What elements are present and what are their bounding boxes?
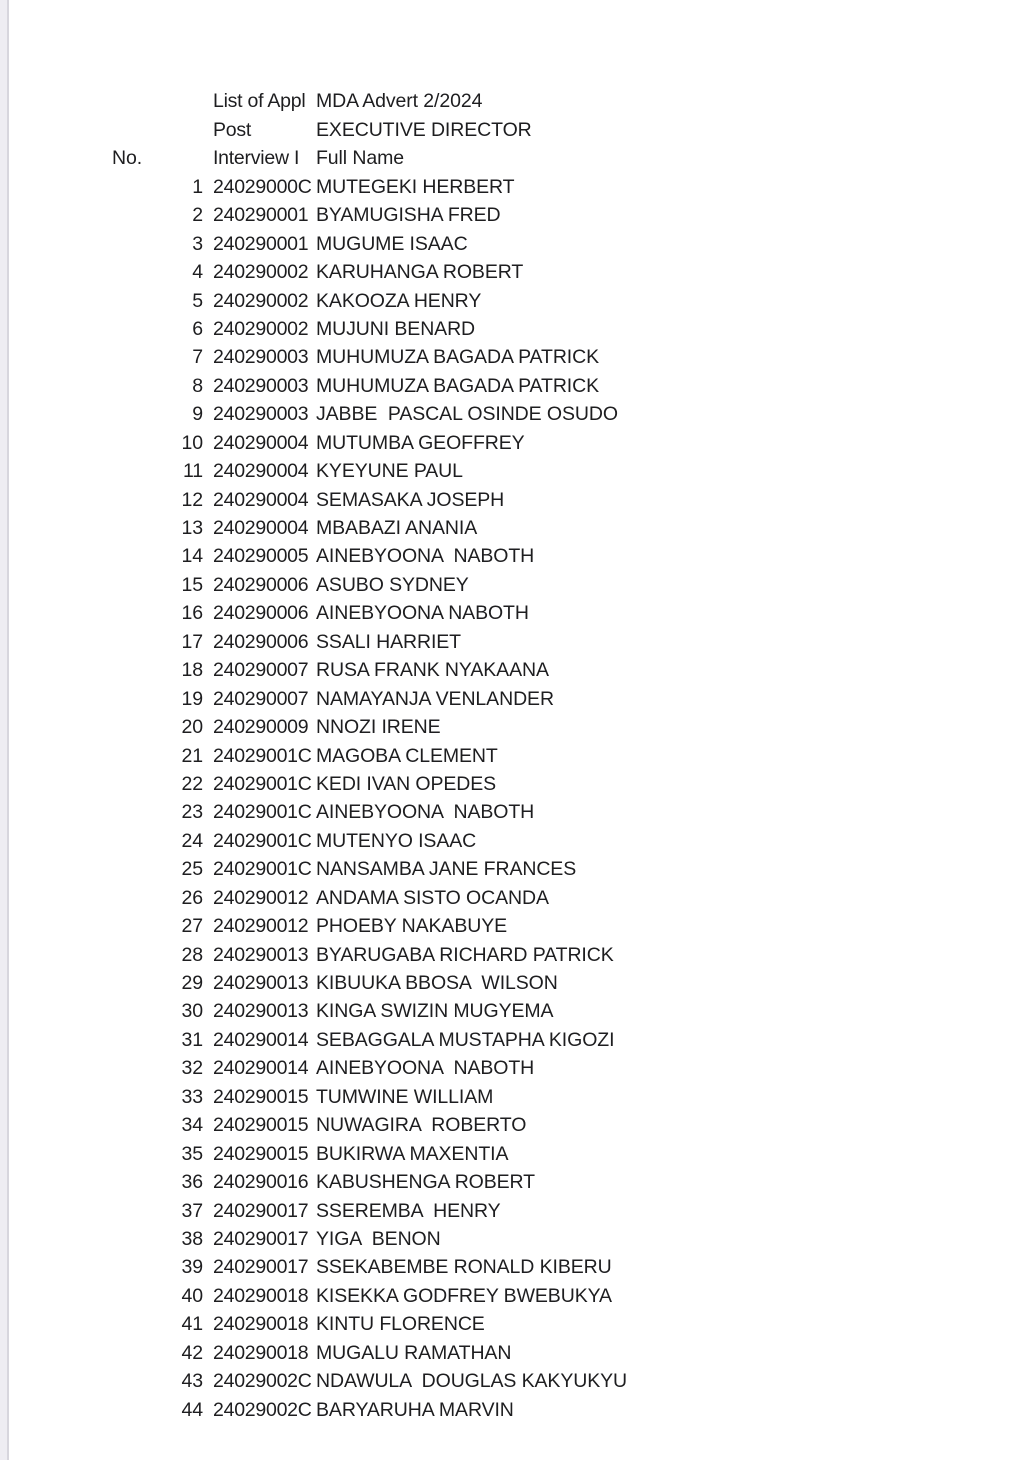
interview-number: 24029002C xyxy=(213,1372,312,1392)
full-name: NNOZI IRENE xyxy=(316,718,441,738)
interview-number: 24029001C xyxy=(213,746,312,767)
row-number: 29 xyxy=(181,972,203,995)
row-number: 36 xyxy=(181,1171,203,1194)
row-number: 23 xyxy=(181,801,203,824)
row-number: 26 xyxy=(181,886,203,909)
row-number: 6 xyxy=(192,317,203,340)
interview-number: 240290002 xyxy=(213,319,309,340)
applicant-list xyxy=(0,88,1024,1425)
row-number: 16 xyxy=(181,602,203,625)
interview-number: 240290006 xyxy=(213,604,309,624)
row-number: 21 xyxy=(181,744,203,767)
full-name: TUMWINE WILLIAM xyxy=(316,1087,494,1108)
table-row xyxy=(0,401,1024,429)
full-name: MAGOBA CLEMENT xyxy=(316,746,498,767)
full-name: MUTUMBA GEOFFREY xyxy=(316,433,525,454)
table-row xyxy=(0,1254,1024,1282)
row-number: 44 xyxy=(181,1398,203,1421)
table-row xyxy=(0,998,1024,1026)
interview-number: 240290016 xyxy=(213,1173,309,1193)
table-row xyxy=(0,941,1024,969)
list-title-value: MDA Advert 2/2024 xyxy=(316,92,483,112)
table-row xyxy=(0,970,1024,998)
row-number: 40 xyxy=(181,1284,203,1307)
table-row xyxy=(0,913,1024,941)
table-row xyxy=(0,1396,1024,1424)
full-name: MUGUME ISAAC xyxy=(316,234,468,255)
table-row xyxy=(0,856,1024,884)
full-name: PHOEBY NAKABUYE xyxy=(316,917,508,937)
table-row xyxy=(0,600,1024,628)
row-number: 27 xyxy=(181,915,203,938)
interview-number: 24029002C xyxy=(213,1400,312,1421)
post-row xyxy=(0,116,1024,144)
row-number: 13 xyxy=(181,517,203,540)
interview-number: 240290002 xyxy=(213,291,309,312)
row-number: 20 xyxy=(181,716,203,739)
full-name: SSALI HARRIET xyxy=(316,632,461,653)
row-number: 39 xyxy=(181,1256,203,1279)
interview-number: 240290006 xyxy=(213,575,309,596)
full-name: YIGA BENON xyxy=(316,1229,441,1250)
row-number: 43 xyxy=(181,1370,203,1393)
table-row xyxy=(0,771,1024,799)
table-row xyxy=(0,230,1024,258)
table-row xyxy=(0,714,1024,742)
row-number: 35 xyxy=(181,1142,203,1165)
table-row xyxy=(0,287,1024,315)
row-number: 24 xyxy=(181,829,203,852)
full-name: BYARUGABA RICHARD PATRICK xyxy=(316,945,614,966)
row-number: 22 xyxy=(181,772,203,795)
interview-number: 240290014 xyxy=(213,1030,309,1051)
interview-number: 240290012 xyxy=(213,888,309,909)
post-value: EXECUTIVE DIRECTOR xyxy=(316,120,532,141)
table-row xyxy=(0,429,1024,457)
row-number: 8 xyxy=(192,374,203,397)
full-name: KABUSHENGA ROBERT xyxy=(316,1173,535,1193)
table-row xyxy=(0,1083,1024,1111)
column-header-interview: Interview I xyxy=(213,149,300,169)
interview-number: 240290004 xyxy=(213,433,309,454)
row-number: 18 xyxy=(181,659,203,682)
interview-number: 240290015 xyxy=(213,1116,309,1136)
interview-number: 24029001C xyxy=(213,831,312,852)
interview-number: 240290013 xyxy=(213,1002,309,1022)
row-number: 42 xyxy=(181,1341,203,1364)
full-name: MUTENYO ISAAC xyxy=(316,831,477,852)
interview-number: 240290003 xyxy=(213,405,309,425)
interview-number: 240290013 xyxy=(213,974,309,994)
full-name: RUSA FRANK NYAKAANA xyxy=(316,661,549,681)
interview-number: 240290007 xyxy=(213,661,309,681)
table-row xyxy=(0,1026,1024,1054)
row-number: 7 xyxy=(192,346,203,369)
interview-number: 240290017 xyxy=(213,1229,309,1250)
full-name: NANSAMBA JANE FRANCES xyxy=(316,860,577,880)
table-row xyxy=(0,372,1024,400)
row-number: 37 xyxy=(181,1199,203,1222)
row-number: 15 xyxy=(181,573,203,596)
table-body xyxy=(0,173,1024,1424)
table-row xyxy=(0,1169,1024,1197)
column-header-no: No. xyxy=(112,147,143,170)
row-number: 25 xyxy=(181,858,203,881)
row-number: 9 xyxy=(192,403,203,426)
full-name: KINTU FLORENCE xyxy=(316,1315,485,1335)
interview-number: 240290006 xyxy=(213,632,309,653)
post-label: Post xyxy=(213,120,252,141)
full-name: MUTEGEKI HERBERT xyxy=(316,177,515,198)
full-name: SSEKABEMBE RONALD KIBERU xyxy=(316,1258,612,1278)
interview-number: 24029000C xyxy=(213,177,312,198)
interview-number: 240290002 xyxy=(213,263,309,283)
interview-number: 240290003 xyxy=(213,348,309,368)
full-name: BUKIRWA MAXENTIA xyxy=(316,1144,509,1165)
full-name: NAMAYANJA VENLANDER xyxy=(316,689,554,710)
full-name: KINGA SWIZIN MUGYEMA xyxy=(316,1002,554,1022)
list-title-row xyxy=(0,88,1024,116)
interview-number: 240290018 xyxy=(213,1343,309,1364)
interview-number: 240290018 xyxy=(213,1286,309,1307)
row-number: 41 xyxy=(181,1313,203,1336)
full-name: AINEBYOONA NABOTH xyxy=(316,547,535,567)
full-name: BARYARUHA MARVIN xyxy=(316,1400,514,1421)
row-number: 32 xyxy=(181,1057,203,1080)
table-row xyxy=(0,344,1024,372)
row-number: 14 xyxy=(181,545,203,568)
interview-number: 240290013 xyxy=(213,945,309,966)
full-name: ASUBO SYDNEY xyxy=(316,575,469,596)
table-row xyxy=(0,827,1024,855)
list-title-label: List of Appl xyxy=(213,92,306,112)
table-row xyxy=(0,543,1024,571)
full-name: KIBUUKA BBOSA WILSON xyxy=(316,974,558,994)
row-number: 3 xyxy=(192,232,203,255)
full-name: KARUHANGA ROBERT xyxy=(316,263,524,283)
interview-number: 240290017 xyxy=(213,1258,309,1278)
interview-number: 240290007 xyxy=(213,689,309,710)
table-row xyxy=(0,1368,1024,1396)
row-number: 31 xyxy=(181,1028,203,1051)
full-name: SEMASAKA JOSEPH xyxy=(316,490,505,511)
table-row xyxy=(0,571,1024,599)
interview-number: 240290012 xyxy=(213,917,309,937)
column-header-row xyxy=(0,145,1024,173)
column-header-full-name: Full Name xyxy=(316,149,404,169)
interview-number: 240290003 xyxy=(213,376,309,397)
interview-number: 240290005 xyxy=(213,547,309,567)
row-number: 4 xyxy=(192,261,203,284)
table-row xyxy=(0,1339,1024,1367)
interview-number: 240290004 xyxy=(213,462,309,482)
row-number: 17 xyxy=(181,630,203,653)
table-row xyxy=(0,799,1024,827)
full-name: SSEREMBA HENRY xyxy=(316,1201,501,1222)
full-name: BYAMUGISHA FRED xyxy=(316,206,501,226)
full-name: JABBE PASCAL OSINDE OSUDO xyxy=(316,405,618,425)
full-name: AINEBYOONA NABOTH xyxy=(316,803,535,823)
full-name: ANDAMA SISTO OCANDA xyxy=(316,888,549,909)
row-number: 2 xyxy=(192,204,203,227)
row-number: 38 xyxy=(181,1227,203,1250)
row-number: 34 xyxy=(181,1114,203,1137)
interview-number: 240290015 xyxy=(213,1087,309,1108)
full-name: SEBAGGALA MUSTAPHA KIGOZI xyxy=(316,1030,615,1051)
interview-number: 240290014 xyxy=(213,1059,309,1079)
interview-number: 24029001C xyxy=(213,860,312,880)
table-row xyxy=(0,1197,1024,1225)
interview-number: 240290004 xyxy=(213,519,309,539)
full-name: KYEYUNE PAUL xyxy=(316,462,463,482)
table-row xyxy=(0,1282,1024,1310)
full-name: AINEBYOONA NABOTH xyxy=(316,1059,535,1079)
full-name: MUGALU RAMATHAN xyxy=(316,1343,512,1364)
table-row xyxy=(0,742,1024,770)
table-row xyxy=(0,486,1024,514)
row-number: 30 xyxy=(181,1000,203,1023)
interview-number: 240290004 xyxy=(213,490,309,511)
full-name: AINEBYOONA NABOTH xyxy=(316,604,529,624)
table-row xyxy=(0,1055,1024,1083)
interview-number: 240290001 xyxy=(213,206,309,226)
full-name: NUWAGIRA ROBERTO xyxy=(316,1116,527,1136)
row-number: 11 xyxy=(182,460,203,483)
interview-number: 240290018 xyxy=(213,1315,309,1335)
table-row xyxy=(0,657,1024,685)
row-number: 5 xyxy=(192,289,203,312)
table-row xyxy=(0,1226,1024,1254)
interview-number: 240290001 xyxy=(213,234,309,255)
interview-number: 240290015 xyxy=(213,1144,309,1165)
full-name: KISEKKA GODFREY BWEBUKYA xyxy=(316,1286,612,1307)
table-row xyxy=(0,628,1024,656)
table-row xyxy=(0,1140,1024,1168)
full-name: MUHUMUZA BAGADA PATRICK xyxy=(316,348,600,368)
full-name: MUHUMUZA BAGADA PATRICK xyxy=(316,376,600,397)
table-row xyxy=(0,1112,1024,1140)
interview-number: 240290017 xyxy=(213,1201,309,1222)
row-number: 33 xyxy=(181,1085,203,1108)
table-row xyxy=(0,515,1024,543)
table-row xyxy=(0,685,1024,713)
interview-number: 240290009 xyxy=(213,718,309,738)
full-name: MUJUNI BENARD xyxy=(316,319,476,340)
full-name: KAKOOZA HENRY xyxy=(316,291,482,312)
table-row xyxy=(0,316,1024,344)
row-number: 1 xyxy=(192,175,203,198)
row-number: 12 xyxy=(181,488,203,511)
table-row xyxy=(0,202,1024,230)
table-row xyxy=(0,884,1024,912)
table-row xyxy=(0,259,1024,287)
row-number: 19 xyxy=(181,687,203,710)
full-name: KEDI IVAN OPEDES xyxy=(316,774,497,795)
full-name: MBABAZI ANANIA xyxy=(316,519,478,539)
interview-number: 24029001C xyxy=(213,803,312,823)
table-row xyxy=(0,173,1024,201)
interview-number: 24029001C xyxy=(213,774,312,795)
full-name: NDAWULA DOUGLAS KAKYUKYU xyxy=(316,1372,628,1392)
row-number: 10 xyxy=(181,431,203,454)
row-number: 28 xyxy=(181,943,203,966)
table-row xyxy=(0,458,1024,486)
table-row xyxy=(0,1311,1024,1339)
